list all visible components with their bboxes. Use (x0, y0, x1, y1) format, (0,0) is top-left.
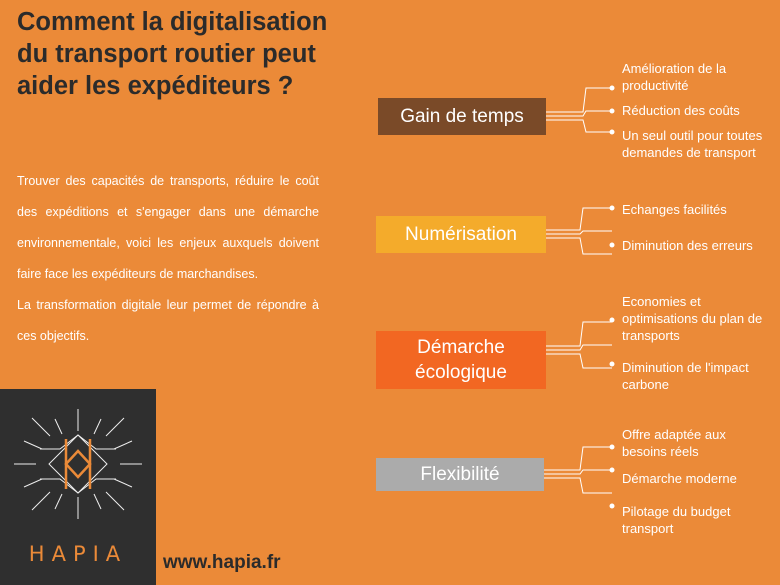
connector-dot (610, 86, 615, 91)
connector-branch (546, 238, 612, 254)
connector-branch (546, 231, 612, 234)
benefit-economies-optimisations: Economies et optimisations du plan de transports (622, 294, 763, 343)
connector-dot (610, 206, 615, 211)
benefit-outil-unique: Un seul outil pour toutes demandes de transport (622, 128, 763, 160)
connector-branch (546, 354, 612, 368)
category-label: Démarche écologique (415, 337, 507, 383)
connector-branch (546, 322, 612, 346)
connector-branch (546, 208, 612, 230)
category-label: Numérisation (405, 224, 517, 245)
connector-dot (610, 318, 615, 323)
connector-branch (544, 478, 612, 493)
website-link[interactable]: www.hapia.fr (163, 552, 281, 573)
connector-dot (610, 362, 615, 367)
intro-paragraph-1: Trouver des capacités de transports, réduire le coût des expéditions et s'engager dans une démarche environnementale, voici les enjeux auxquels doivent faire face les expéditeurs de marchandises. (17, 174, 319, 281)
benefit-pilotage-budget: Pilotage du budget transport (622, 504, 731, 536)
benefit-reduction-couts: Réduction des coûts (622, 103, 740, 118)
benefit-diminution-impact-carbone: Diminution de l'impact carbone (622, 360, 749, 392)
hapia-wordmark: HAPIA (28, 542, 128, 566)
connector-dot (610, 243, 615, 248)
category-numerisation (376, 216, 546, 253)
connector-dot (610, 468, 615, 473)
connector-branch (546, 120, 612, 132)
benefit-demarche-moderne: Démarche moderne (622, 471, 737, 486)
category-demarche-ecologique (376, 331, 546, 389)
category-label: Gain de temps (400, 106, 524, 127)
benefit-echanges-facilites: Echanges facilités (622, 202, 727, 217)
category-gain-de-temps (378, 98, 546, 135)
connector-dot (610, 109, 615, 114)
connector-dot (610, 130, 615, 135)
page-title: Comment la digitalisation du transport routier peut aider les expéditeurs ? (17, 8, 328, 100)
intro-paragraph-2: La transformation digitale leur permet de répondre à ces objectifs. (17, 298, 319, 343)
connector-dot (610, 504, 615, 509)
connector-branch (544, 447, 612, 470)
category-label: Flexibilité (420, 464, 500, 485)
connector-branch (546, 88, 612, 112)
category-flexibilite (376, 458, 544, 491)
benefit-offre-adaptee: Offre adaptée aux besoins réels (622, 427, 726, 459)
connector-dot (610, 445, 615, 450)
benefit-amelioration-productivite: Amélioration de la productivité (622, 61, 727, 93)
connector-branch (544, 470, 612, 474)
benefit-diminution-erreurs: Diminution des erreurs (622, 238, 753, 253)
